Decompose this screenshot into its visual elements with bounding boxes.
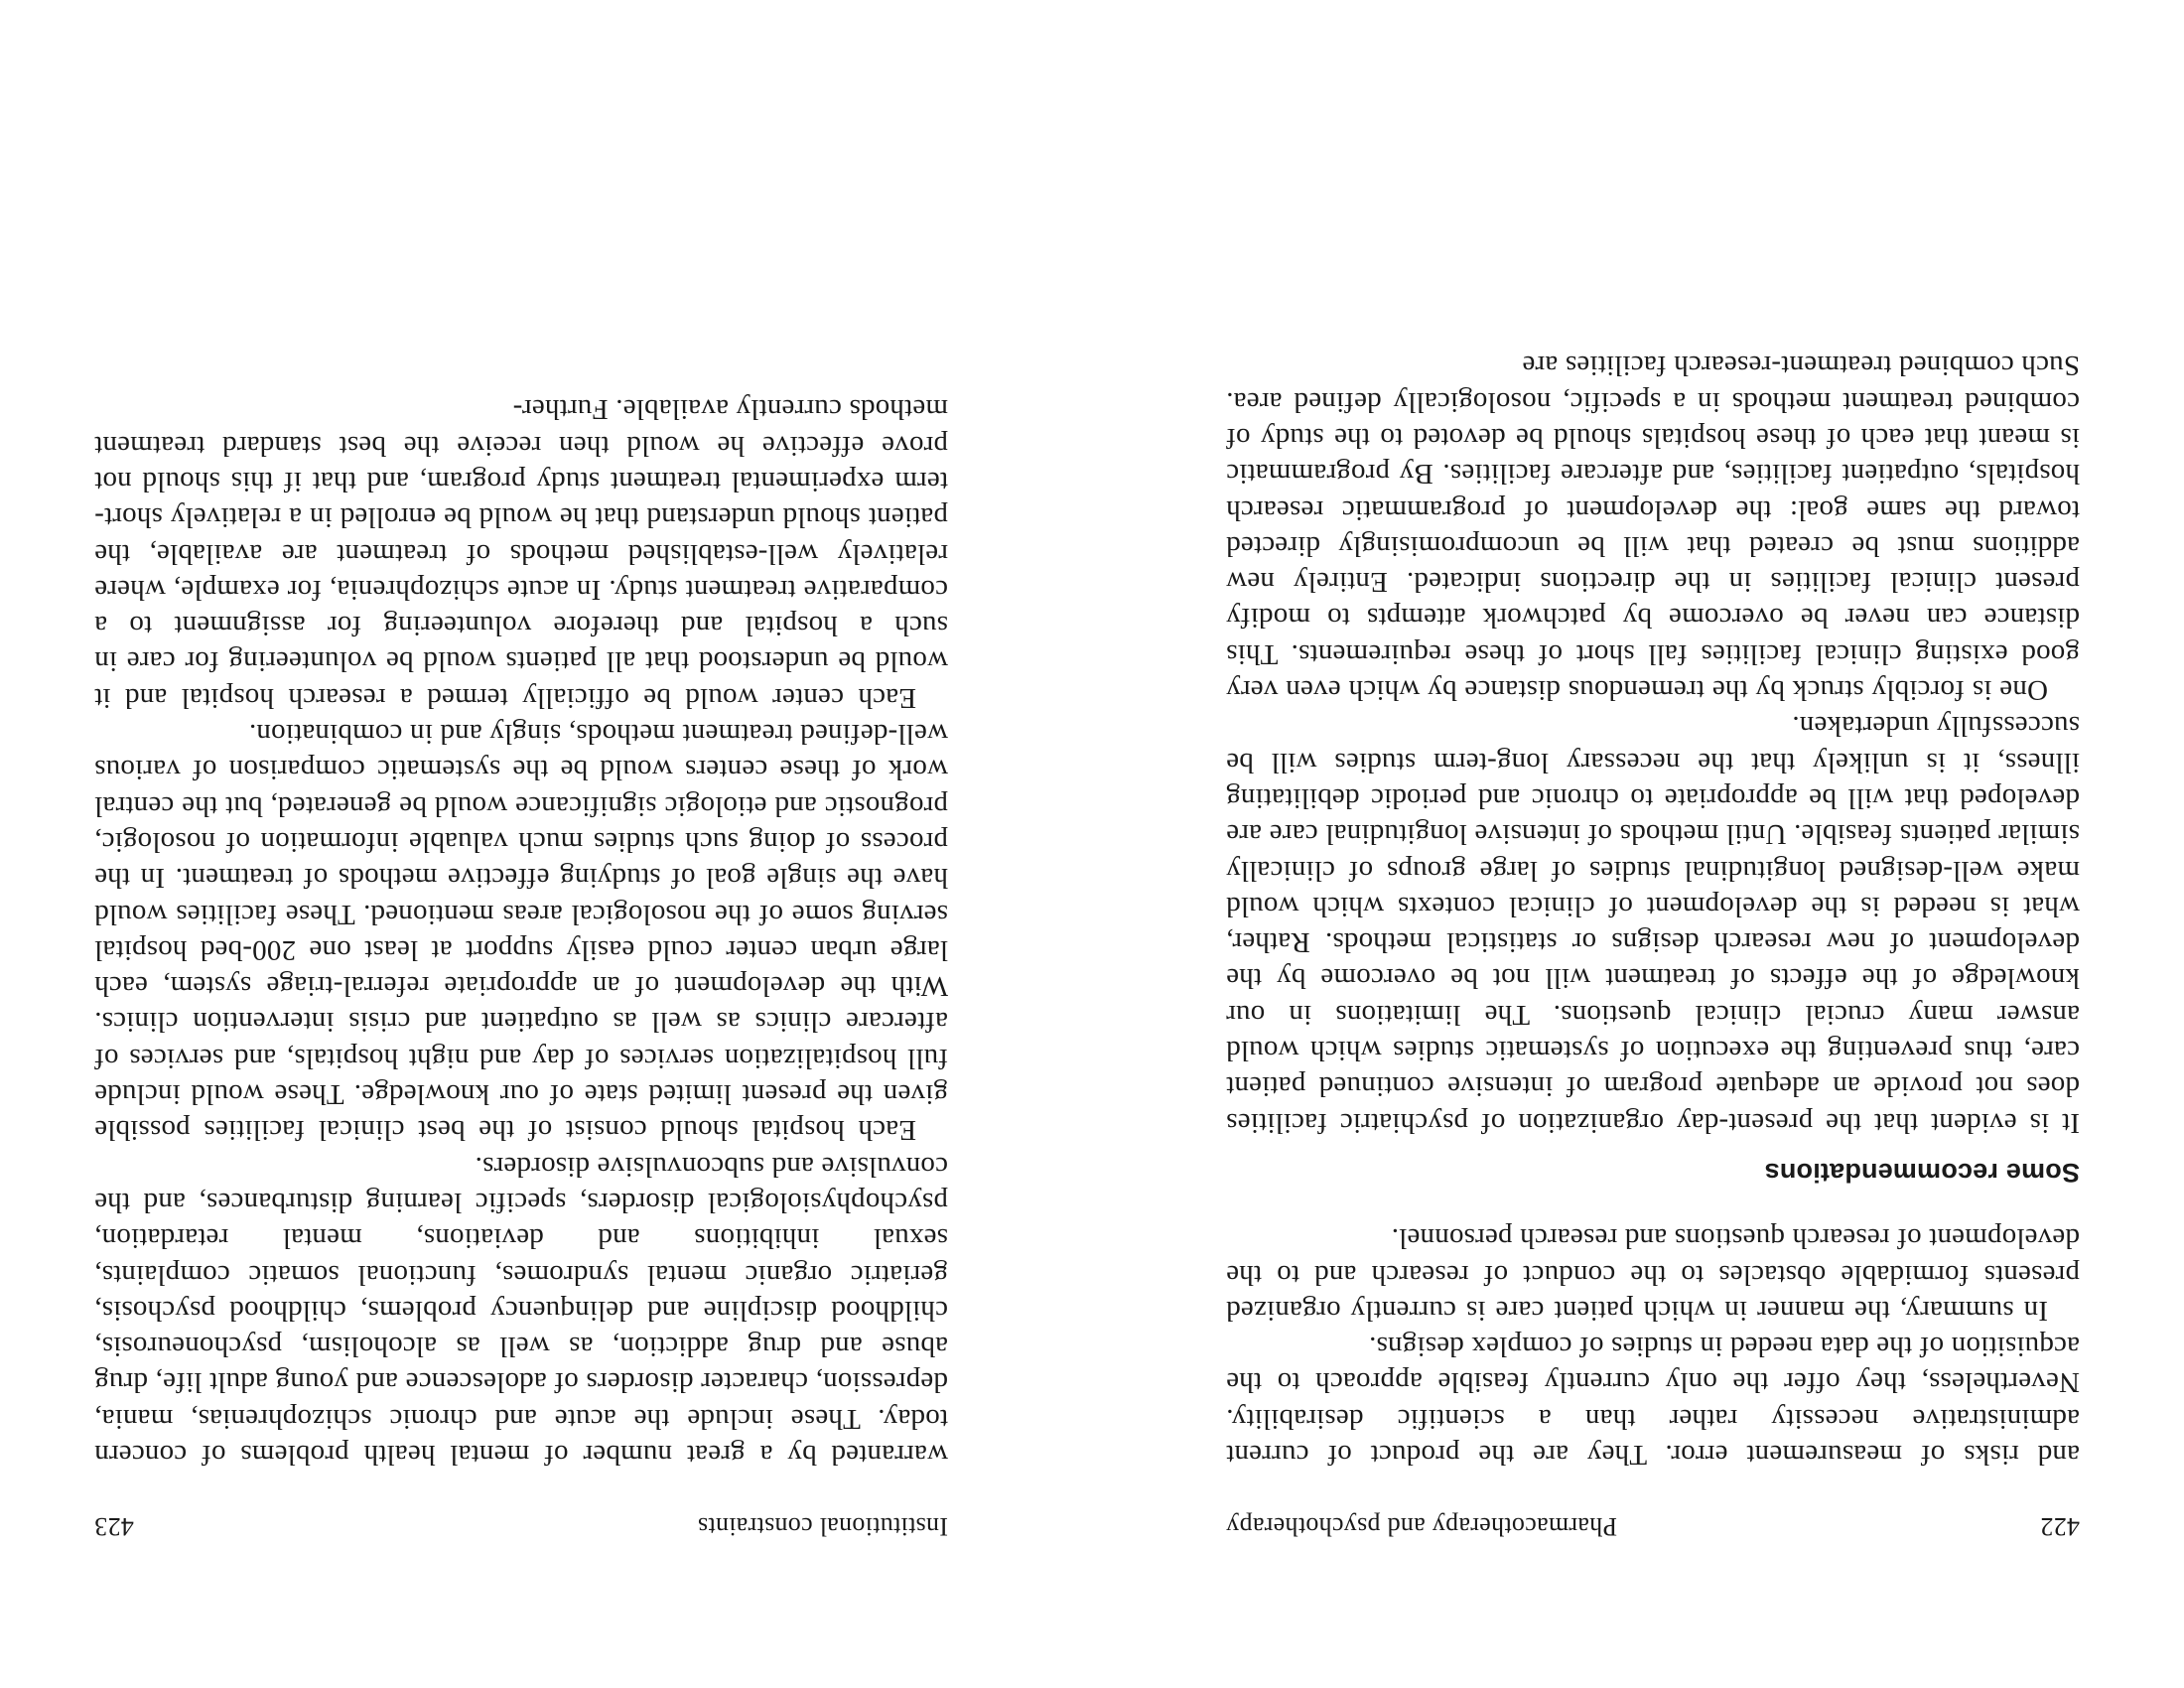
page-number: 422	[2040, 1512, 2080, 1541]
body-text	[1226, 348, 2080, 1473]
page-number: 423	[94, 1512, 134, 1541]
paragraph: and risks of measurement error. They are the product of current administrative necessity rather than a scientific desirability. Nevertheless, they offer the only currently feasible approach to the acquisition of the data needed in studies of complex designs.	[1226, 1331, 2080, 1471]
section-heading: Some recommendations	[1764, 1157, 2080, 1188]
paragraph: Each hospital should consist of the best clinical facilities possible given the present limited state of our knowledge. These would include full hospitalization services of day and night hospitals, and services of aftercare clinics as well as outpatient and crisis intervention clinics. With the development of an appropriate referral-triage system, each large urban center could easily support at least one 200-bed hospital serving some of the nosological areas mentioned. These facilities would have the single goal of studying effective methods of treatment. In the process of doing such studies much valuable information of nosologic, prognostic and etiologic significance would be generated, but the central work of these centers would be the systematic comparison of various well-defined treatment methods, singly and in combination.	[94, 718, 948, 1147]
paragraph: warranted by a great number of mental health problems of concern today. These include the acute and chronic schizophrenias, mania, depression, character disorders of adolescence and young adult life, drug abuse and drug addiction, as well as alcoholism, psychoneurosis, childhood discipline and delinquency problems, childhood psychosis, geriatric organic mental syndromes, functional somatic complaints, sexual inhibitions and deviations, mental retardation, psychophysiological disorders, specific learning disturbances, and the convulsive and subconvulsive disorders.	[94, 1150, 948, 1471]
paragraph: Each center would be officially termed a research hospital and it would be understood that all patients would be volunteering for care in such a hospital and therefore volunteering for assignment to a comparative treatment study. In acute schizophrenia, for example, where relatively well-established methods of treatment are available, the patient should understand that he would be enrolled in a relatively short-term experimental treatment study program, and that if this should not prove effective he would then receive the best standard treatment methods currently available. Further-	[94, 393, 948, 714]
page-422	[1092, 0, 2184, 1688]
paragraph: It is evident that the present-day organization of psychiatric facilities does not provide an adequate program of intensive continued patient care, thus preventing the execution of systematic studies which would answer many crucial clinical questions. The limitations in our knowledge of the effects of treatment will not be overcome by the development of new research designs or statistical methods. Rather, what is needed is the development of clinical contexts which would make well-designed longitudinal studies of large groups of clinically similar patients feasible. Until methods of intensive longitudinal care are developed that will be appropriate to chronic and periodic debilitating illness, it is unlikely that the necessary long-term studies will be successfully undertaken.	[1226, 710, 2080, 1139]
body-text	[94, 391, 948, 1473]
paragraph: One is forcibly struck by the tremendous distance by which even very good existing clinical facilities fall short of these requirements. This distance can never be overcome by patchwork attempts to modify present clinical facilities in the directions indicated. Entirely new additions must be created that will be uncompromisingly directed toward the same goal: the development of programmatic research hospitals, outpatient facilities, and aftercare facilities. By programmatic is meant that each of these hospitals should be devoted to the study of combined treatment methods in a specific, nosologically defined area. Such combined treatment-research facilities are	[1226, 350, 2080, 707]
running-head: Institutional constraints	[697, 1512, 948, 1541]
running-head: Pharmacotherapy and psychotherapy	[1226, 1512, 1617, 1541]
paragraph: In summary, the manner in which patient care is currently organized presents formidable obstacles to the conduct of research and to the development of research questions and research personnel.	[1226, 1222, 2080, 1327]
